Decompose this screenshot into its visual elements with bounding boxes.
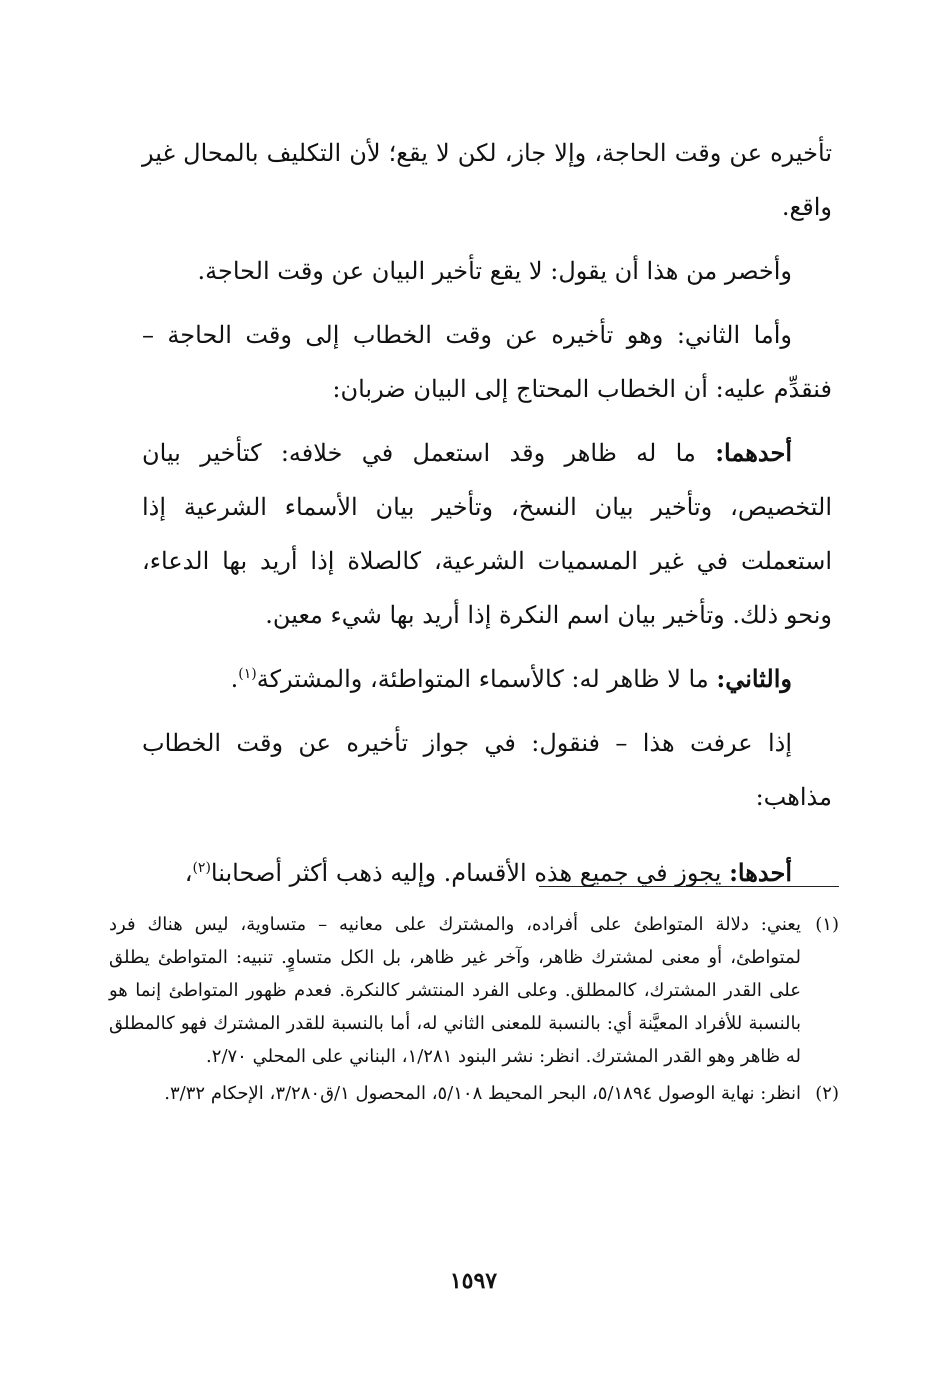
- paragraph-7-text: يجوز في جميع هذه الأقسام. وإليه ذهب أكثر أصحابنا: [210, 859, 730, 887]
- paragraph-2: وأخصر من هذا أن يقول: لا يقع تأخير البيان عن وقت الحاجة.: [197, 257, 792, 285]
- paragraph-4-lead: أحدهما:: [715, 438, 792, 467]
- paragraph-4-text: ما له ظاهر وقد استعمل في خلافه: كتأخير بيان التخصيص، وتأخير بيان النسخ، وتأخير بيان الأسماء الشرعية إذا استعملت في غير المسميات الشرعية، كالصلاة إذا أريد بها الدعاء، ونحو ذلك. وتأخير بيان اسم النكرة إذا أريد بها شيء معين.: [142, 439, 832, 629]
- paragraph-4: [142, 426, 832, 642]
- page-number: ١٥٩٧: [449, 1268, 498, 1294]
- paragraph-6: إذا عرفت هذا – فنقول: في جواز تأخيره عن وقت الخطاب مذاهب:: [142, 729, 832, 811]
- paragraph-5-text: ما لا ظاهر له: كالأسماء المتواطئة، والمشتركة: [256, 665, 717, 693]
- footnote-ref-1[interactable]: (١): [238, 666, 257, 682]
- footnote-divider: [539, 886, 839, 887]
- main-text: [142, 126, 832, 900]
- footnote-1-text: يعني: دلالة المتواطئ على أفراده، والمشترك على معانيه – متساوية، ليس هناك فرد لمتواطئ، أو معنى لمشترك ظاهر، وآخر غير ظاهر، بل الكل متساوٍ. تنبيه: المتواطئ يطلق على القدر المشترك، كالمطلق. وعلى الفرد المنتشر كالنكرة. فعدم ظهور المتواطئ إنما هو بالنسبة للأفراد المعيَّنة أي: بالنسبة للمعنى الثاني له، أما بالنسبة للقدر المشترك فهو كالمطلق له ظاهر وهو القدر المشترك. انظر: نشر البنود ١/٢٨١، البناني على المحلي ٢/٧٠.: [109, 914, 801, 1067]
- footnote-1: [109, 908, 839, 1073]
- paragraph-5: [142, 652, 832, 706]
- footnotes: [109, 908, 839, 1114]
- footnote-2-number: (٢): [815, 1083, 839, 1104]
- footnote-2: [109, 1077, 839, 1110]
- paragraph-5-end: .: [230, 665, 239, 693]
- paragraph-7: [142, 846, 832, 900]
- paragraph-7-end: ،: [184, 859, 193, 887]
- footnote-ref-2[interactable]: (٢): [192, 860, 211, 876]
- paragraph-3: وأما الثاني: وهو تأخيره عن وقت الخطاب إلى وقت الحاجة – فنقدِّم عليه: أن الخطاب المحتاج إلى البيان ضربان:: [142, 321, 832, 403]
- footnote-2-text: انظر: نهاية الوصول ٥/١٨٩٤، البحر المحيط ٥/١٠٨، المحصول ١/ق٣/٢٨٠، الإحكام ٣/٣٢.: [164, 1083, 801, 1104]
- footnote-1-number: (١): [815, 914, 839, 935]
- paragraph-1: تأخيره عن وقت الحاجة، وإلا جاز، لكن لا يقع؛ لأن التكليف بالمحال غير واقع.: [142, 139, 832, 221]
- paragraph-5-lead: والثاني:: [716, 664, 792, 693]
- paragraph-7-lead: أحدها:: [729, 858, 792, 887]
